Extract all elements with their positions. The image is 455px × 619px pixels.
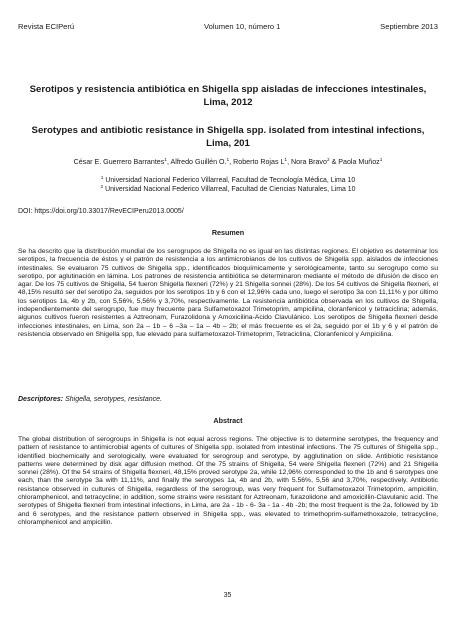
keywords-label: Descriptores:: [18, 396, 64, 403]
title-spanish: Serotipos y resistencia antibiótica en Shigella spp aisladas de infecciones intestinales, Lima, 2012: [29, 84, 427, 108]
running-header: [18, 22, 438, 34]
author-separator: ,: [287, 158, 292, 166]
affiliation-text: Universidad Nacional Federico Villarreal, Facultad de Ciencias Naturales, Lima 10: [103, 186, 356, 193]
volume-issue: Volumen 10, número 1: [204, 22, 281, 31]
author-affil-marker: 2: [326, 158, 330, 163]
resumen-heading: Resumen: [211, 228, 245, 237]
abstract-heading: Abstract: [213, 416, 243, 425]
affiliation-marker: 2: [100, 185, 104, 190]
journal-name: Revista ECIPerú: [18, 22, 75, 31]
author-separator: &: [329, 158, 339, 166]
affiliation-2: [18, 186, 438, 193]
author-name: César E. Guerrero Barrantes: [73, 158, 165, 166]
author-separator: ,: [166, 158, 171, 166]
affiliation-marker: 1: [100, 176, 104, 181]
page-number: 35: [223, 592, 232, 599]
publication-date: Septiembre 2013: [380, 22, 438, 31]
author-name: Paola Muñoz: [338, 158, 380, 166]
affiliation-text: Universidad Nacional Federico Villarreal, Facultad de Tecnología Médica, Lima 10: [103, 177, 356, 184]
author-name: Nora Bravo: [291, 158, 327, 166]
author-name: Alfredo Guillén O.: [170, 158, 227, 166]
author-affil-marker: 1: [164, 158, 167, 163]
author-list: [18, 158, 438, 166]
affiliation-1: [18, 177, 438, 184]
doi-link[interactable]: DOI: https://doi.org/10.33017/RevECIPeru2013.0005/: [18, 208, 184, 215]
keywords-text: Shigella, serotypes, resistance.: [63, 396, 162, 403]
keywords-line: [18, 396, 438, 403]
author-separator: ,: [229, 158, 234, 166]
author-affil-marker: 1: [284, 158, 288, 163]
abstract-paragraph: The global distribution of serogroups in Shigella is not equal across regions. The objective is to determine serotypes, the frequency and pattern of resistance to antimicrobial agents of cultures of Shigella spp. isolated from intestinal infections. The 75 cultures of Shigella spp., identified biochemically and serologically, were evaluated for serogroup and serotype, by agglutination on slide. Antibiotic resistance patterns were determined by disk agar diffusion method. Of the 75 strains of Shigella, 54 were Shigella flexneri (72%) and 21 Shigella sonnei (28%). Of the 54 strains of Shigella flexneri, 48,15% proved serotype 2a, while 12,96% corresponded to the 1b and 6 serotypes one each, than the serotype 3a with 11,11%, and finally the serotypes 1a, 4b and 2b, with 5.56%, 5,56 and 3,70%, respectively. Antibiotic resistance observed in cultures of Shigella, regardless of the serogroup, was very frequent for Sulfametoxazol Trimetoprim, ampicillin, chloramphenicol, and tetracycline; in addition, some strains were resistant for Aztreonam, furazolidone and amoxicillin-Clavulanic acid. The serotypes of Shigella flexneri from intestinal infections, in Lima, are 2a - 1b - 6- 3a - 1a - 4b -2b; the most frequent is the 2a, followed by 1b and 6 serotypes, and the resistance pattern observed in Shigella spp., was elevated to trimethoprim-sulfamethoxazole, tetracycline, chloramphenicol and ampicillin.: [18, 436, 438, 526]
author-name: Roberto Rojas L: [233, 158, 285, 166]
resumen-paragraph: Se ha descrito que la distribución mundial de los serogrupos de Shigella no es igual en las distintas regiones. El objetivo es determinar los serotipos, la frecuencia de éstos y el patrón de resistencia a los antimicrobianos de los cultivos de Shigella spp. aislados de infecciones intestinales. Se evaluaron 75 cultivos de Shigella spp., identificados bioquímicamente y serológicamente, tanto su serogrupo como su serotipo, por aglutinación en lámina. Los patrones de resistencia antibiótica se determinaron mediante el método de difusión de disco en agar. De los 75 cultivos de Shigella, 54 fueron Shigella flexneri (72%) y 21 Shigella sonnei (28%). De los 54 cultivos de Shigella flexneri, el 48,15% resultó ser del serotipo 2a, seguidos por los serotipos 1b y 6 con el 12,96% cada uno, luego el serotipo 3a con 11,11% y por último los serotipos 1a, 4b y 2b, con 5,56%, 5,56% y 3,70%, respectivamente. La resistencia antibiótica observada en los cultivos de Shigella, independientemente del serogrupo, fue muy frecuente para Sulfametoxazol Trimetoprim, ampicilina, cloranfenicol y tetraciclina; además, algunos cultivos fueron resistentes a Aztreonam, Furazolidona y Amoxicilina-Acido Clavulánico. Los serotipos de Shigella flexneri desde infecciones intestinales, en Lima, son 2a – 1b – 6 –3a – 1a – 4b – 2b; el más frecuente es el 2a, seguido por el 1b y 6 y el patrón de resistencia observado en Shigella spp, fue elevado para sulfametoxazol-Trimetoprim, Tetraciclina, Cloranfenicol y Ampicilina.: [18, 248, 438, 338]
title-english: Serotypes and antibiotic resistance in Shigella spp. isolated from intestinal infections, Lima, 201: [31, 125, 425, 149]
author-affil-marker: 1: [379, 158, 383, 163]
author-affil-marker: 1: [226, 158, 230, 163]
